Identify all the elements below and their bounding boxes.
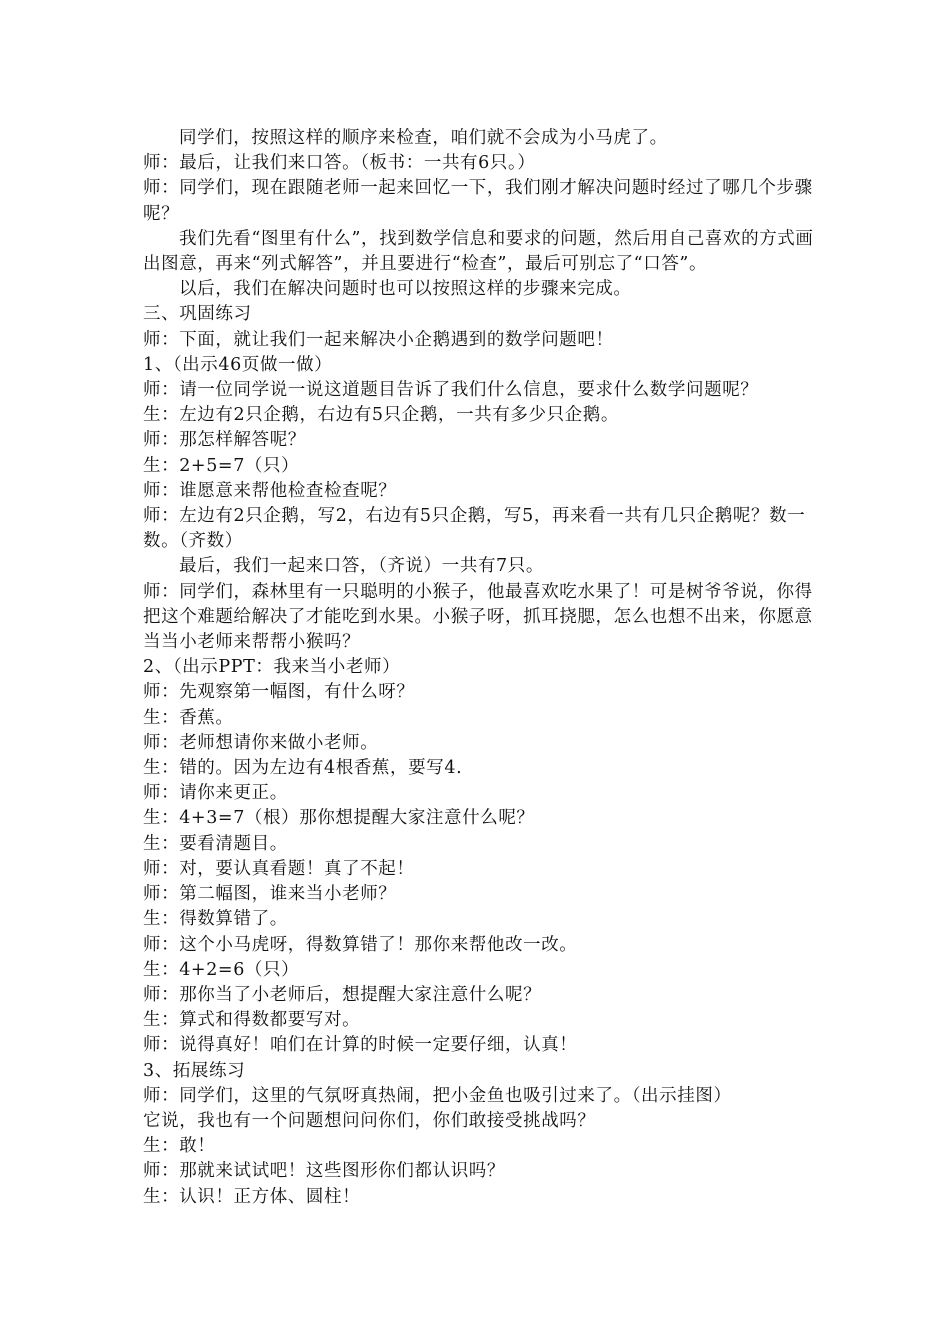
- paragraph: 它说，我也有一个问题想问问你们，你们敢接受挑战吗？: [143, 1110, 596, 1131]
- paragraph: 师：请你来更正。: [143, 783, 288, 804]
- paragraph: 师：那就来试试吧！这些图形你们都认识吗？: [143, 1161, 505, 1182]
- paragraph: 2、（出示PPT：我来当小老师）: [143, 657, 401, 678]
- paragraph: 师：下面，就让我们一起来解决小企鹅遇到的数学问题吧！: [143, 329, 614, 350]
- paragraph: 师：同学们，这里的气氛呀真热闹，把小金鱼也吸引过来了。（出示挂图）: [143, 1085, 732, 1106]
- paragraph: 师：老师想请你来做小老师。: [143, 732, 379, 753]
- paragraph: 生：左边有2只企鹅，右边有5只企鹅，一共有多少只企鹅。: [143, 405, 619, 426]
- paragraph: 3、拓展练习: [143, 1060, 246, 1081]
- paragraph: 同学们，按照这样的顺序来检查，咱们就不会成为小马虎了。: [179, 128, 668, 148]
- paragraph: 三、巩固练习: [143, 304, 252, 325]
- paragraph: 师：同学们，森林里有一只聪明的小猴子，他最喜欢吃水果了！可是树爷爷说，你得把这个难题给解决了才能吃到水果。小猴子呀，抓耳挠腮，怎么也想不出来，你愿意当当小老师来帮帮小猴吗？: [143, 581, 813, 653]
- paragraph: 生：4+2=6（只）: [143, 959, 300, 980]
- paragraph: 生：敢！: [143, 1136, 216, 1157]
- paragraph: 师：请一位同学说一说这道题目告诉了我们什么信息，要求什么数学问题呢？: [143, 380, 759, 401]
- paragraph: 师：最后，让我们来口答。（板书：一共有6只。）: [143, 153, 536, 174]
- paragraph: 师：同学们，现在跟随老师一起来回忆一下，我们刚才解决问题时经过了哪几个步骤呢？: [143, 178, 813, 224]
- paragraph: 生：要看清题目。: [143, 833, 288, 854]
- paragraph: 生：错的。因为左边有4根香蕉，要写4.: [143, 758, 463, 779]
- paragraph: 最后，我们一起来口答，（齐说）一共有7只。: [179, 556, 544, 577]
- paragraph: 生：香蕉。: [143, 707, 234, 728]
- paragraph: 师：谁愿意来帮他检查检查呢？: [143, 480, 397, 501]
- paragraph: 生：认识！正方体、圆柱！: [143, 1186, 361, 1207]
- paragraph: 师：那怎样解答呢？: [143, 430, 306, 451]
- paragraph: 生：算式和得数都要写对。: [143, 1010, 361, 1031]
- paragraph: 以后，我们在解决问题时也可以按照这样的步骤来完成。: [179, 279, 632, 300]
- document-body: [143, 126, 823, 1210]
- paragraph: 师：左边有2只企鹅，写2，右边有5只企鹅，写5，再来看一共有几只企鹅呢？数一数。（齐数）: [143, 506, 806, 552]
- paragraph: 生：2+5=7（只）: [143, 455, 300, 476]
- paragraph: 师：先观察第一幅图，有什么呀？: [143, 682, 415, 703]
- paragraph: 师：那你当了小老师后，想提醒大家注意什么呢？: [143, 984, 542, 1005]
- paragraph: 师：第二幅图，谁来当小老师？: [143, 884, 397, 905]
- paragraph: 生：得数算错了。: [143, 909, 288, 930]
- paragraph: 师：说得真好！咱们在计算的时候一定要仔细，认真！: [143, 1035, 578, 1056]
- paragraph: 我们先看“图里有什么”，找到数学信息和要求的问题，然后用自己喜欢的方式画出图意，再来“列式解答”，并且要进行“检查”，最后可别忘了“口答”。: [143, 228, 814, 275]
- paragraph: 师：这个小马虎呀，得数算错了！那你来帮他改一改。: [143, 934, 578, 955]
- paragraph: 师：对，要认真看题！真了不起！: [143, 858, 415, 879]
- paragraph: 生：4+3=7（根）那你想提醒大家注意什么呢？: [143, 808, 535, 829]
- paragraph: 1、（出示46页做一做）: [143, 354, 333, 375]
